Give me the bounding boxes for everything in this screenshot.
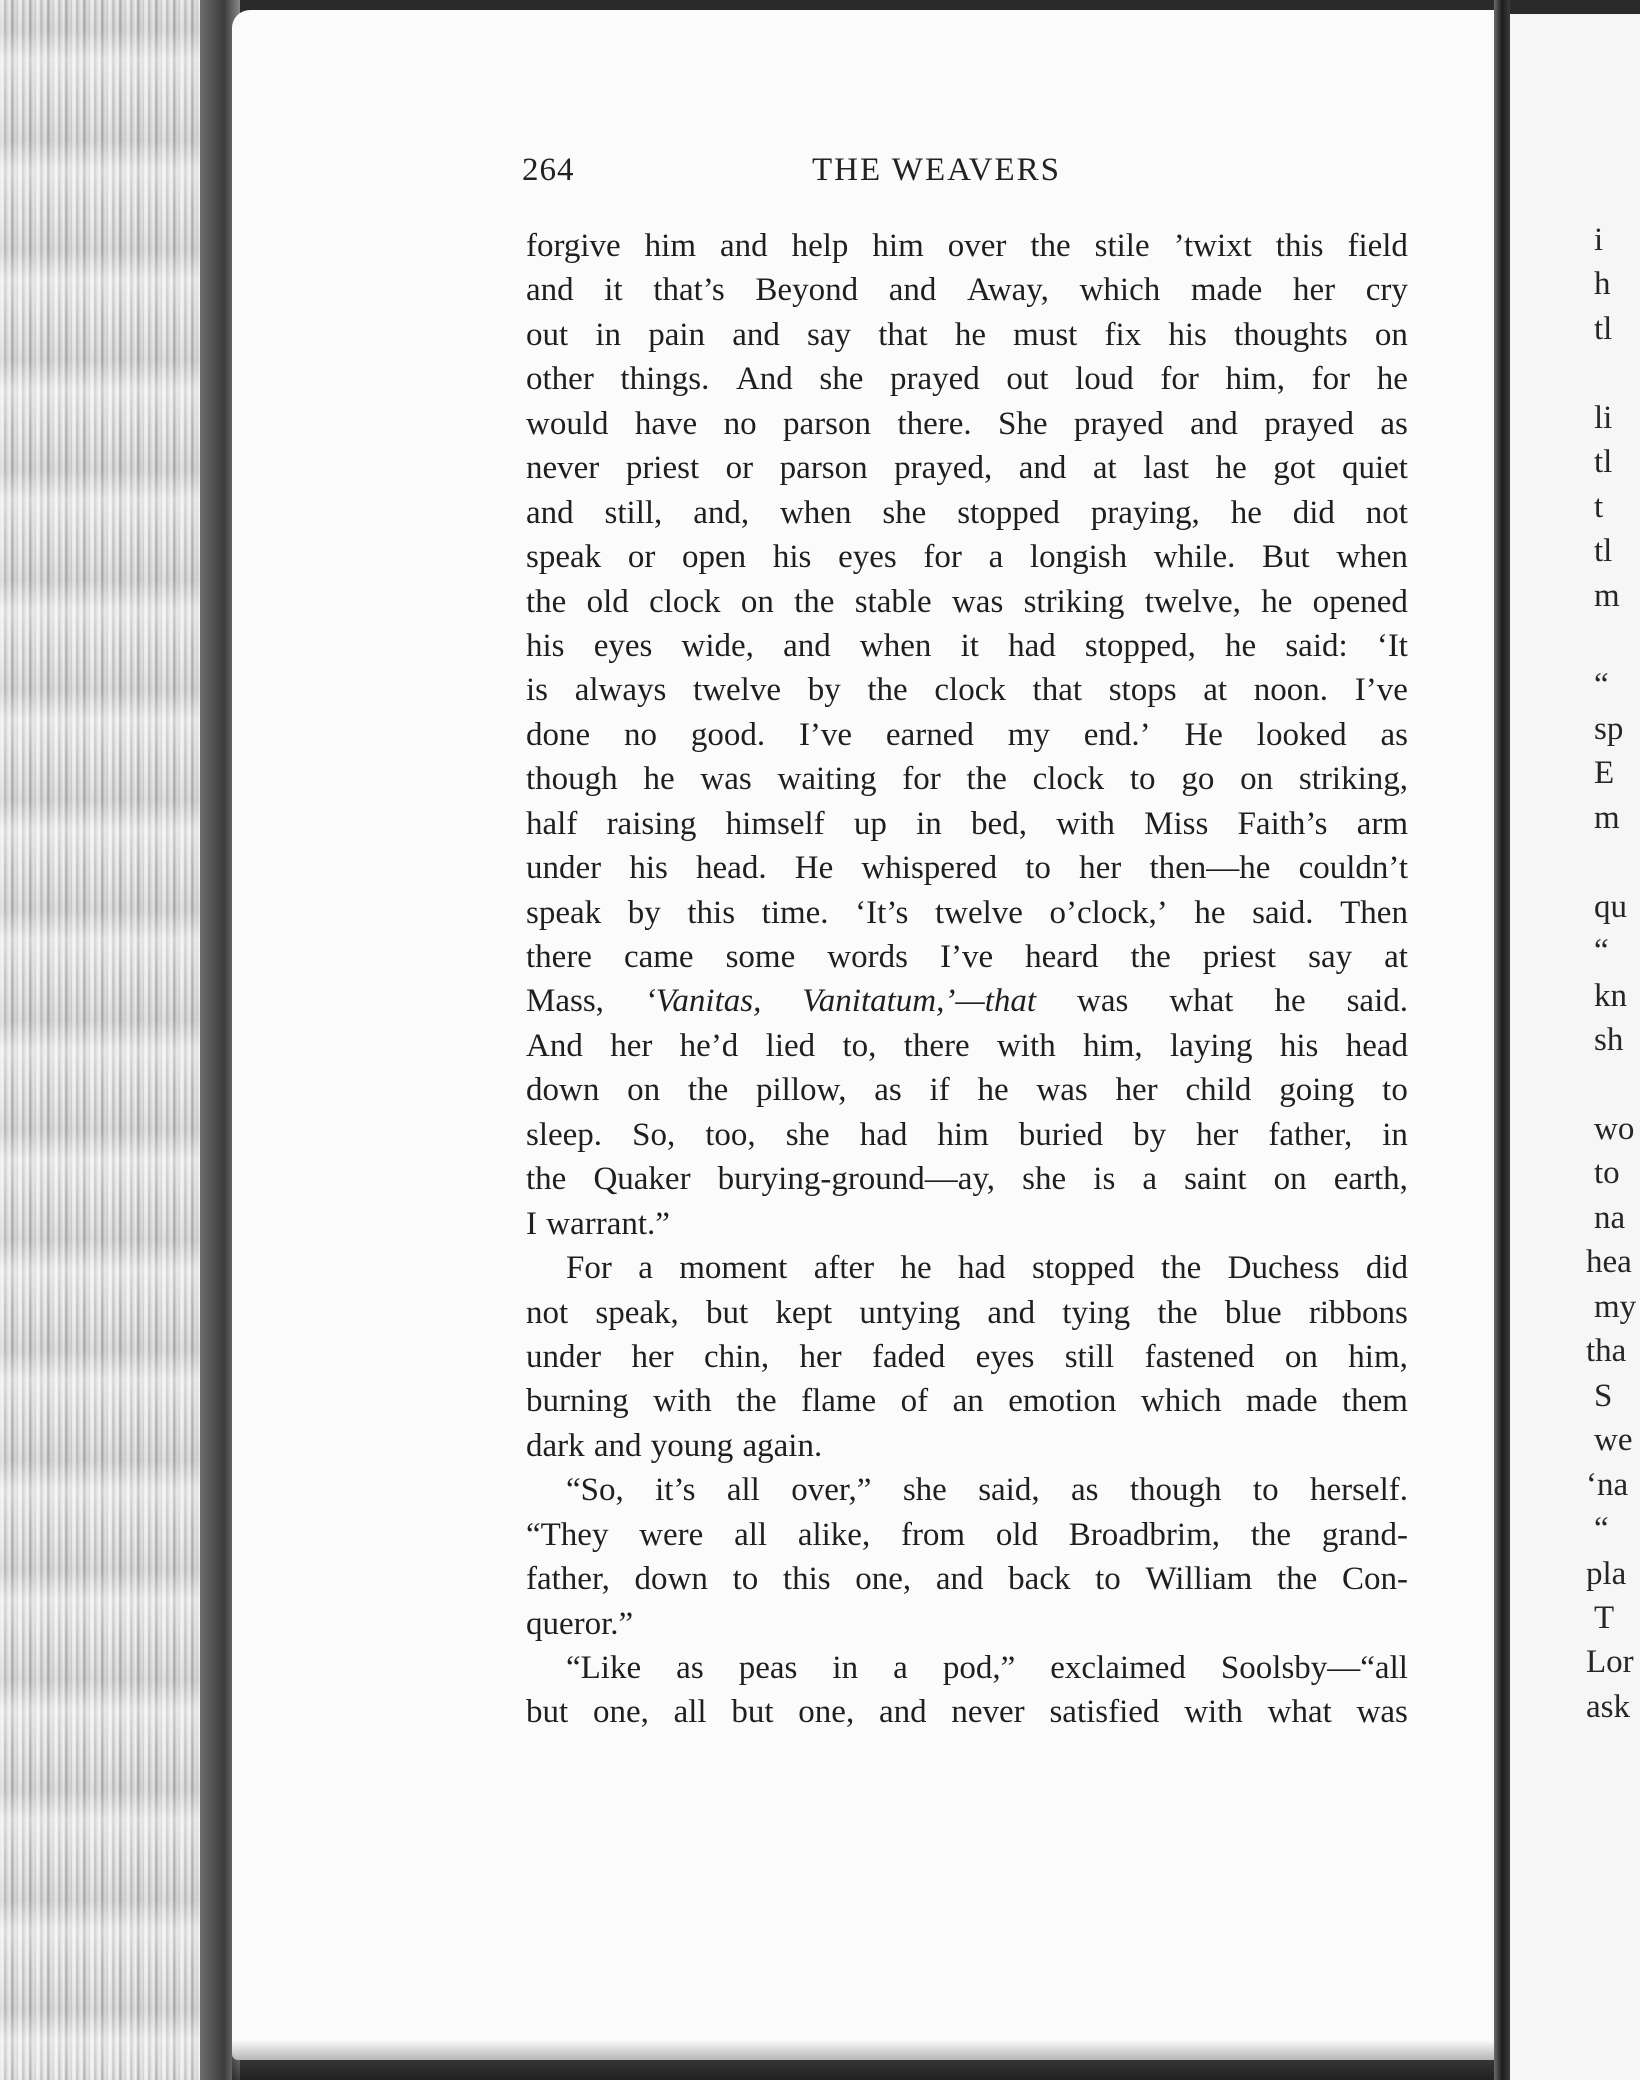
text-line: the old clock on the stable was striking twelve, he opened <box>526 583 1408 620</box>
text-line: would have no parson there. She prayed and prayed as <box>526 405 1408 442</box>
facing-page-fragment: E <box>1594 755 1615 792</box>
facing-page-fragment: na <box>1594 1199 1626 1236</box>
facing-page-fragment: hea <box>1586 1244 1632 1281</box>
text-line: is always twelve by the clock that stops at noon. I’ve <box>526 672 1408 709</box>
text-line: and it that’s Beyond and Away, which made her cry <box>526 272 1408 309</box>
text-line: sleep. So, too, she had him buried by her father, in <box>526 1116 1408 1153</box>
text-line: under her chin, her faded eyes still fastened on him, <box>526 1338 1408 1375</box>
facing-page-fragment: “ <box>1594 933 1609 970</box>
facing-page-fragment: t <box>1594 488 1604 525</box>
running-title: THE WEAVERS <box>812 152 1062 188</box>
text-line: there came some words I’ve heard the priest say at <box>526 939 1408 975</box>
facing-page-fragment: “ <box>1594 666 1609 703</box>
facing-page-fragment: kn <box>1594 977 1627 1014</box>
text-line: never priest or parson prayed, and at last he got quiet <box>526 450 1408 487</box>
text-line: queror.” <box>526 1605 634 1642</box>
text-line: other things. And she prayed out loud for him, for he <box>526 361 1408 398</box>
text-line: but one, all but one, and never satisfied with what was <box>526 1694 1408 1731</box>
book-gutter <box>1494 0 1510 2080</box>
text-line: speak or open his eyes for a longish while. But when <box>526 539 1408 576</box>
facing-page-fragment: tha <box>1586 1333 1627 1370</box>
running-head <box>522 152 1412 196</box>
facing-page-fragment: qu <box>1594 888 1627 925</box>
text-line: half raising himself up in bed, with Miss Faith’s arm <box>526 805 1408 842</box>
text-line: not speak, but kept untying and tying the blue ribbons <box>526 1294 1408 1331</box>
text-line: the Quaker burying-ground—ay, she is a saint on earth, <box>526 1161 1408 1198</box>
text-line: “They were all alike, from old Broadbrim, the grand- <box>526 1516 1408 1553</box>
text-line: And her he’d lied to, there with him, laying his head <box>526 1027 1408 1064</box>
facing-page-fragment: to <box>1594 1155 1620 1192</box>
text-line: I warrant.” <box>526 1205 670 1242</box>
facing-page-fragment: S <box>1594 1377 1613 1414</box>
facing-page-fragment: ‘na <box>1586 1466 1629 1503</box>
bottom-shadow <box>232 2040 1494 2080</box>
text-line: speak by this time. ‘It’s twelve o’clock,’ he said. Then <box>526 894 1408 931</box>
facing-page-fragment: ask <box>1586 1688 1630 1725</box>
text-line: father, down to this one, and back to William the Con- <box>526 1561 1408 1598</box>
facing-page-fragment: i <box>1594 222 1604 258</box>
facing-page-fragment: m <box>1594 577 1620 614</box>
facing-page-fragment: T <box>1594 1599 1615 1636</box>
facing-page-fragment: tl <box>1594 444 1613 481</box>
facing-page-fragment: li <box>1594 399 1613 436</box>
facing-page-fragment: sh <box>1594 1022 1624 1059</box>
facing-page-fragment: we <box>1594 1422 1633 1459</box>
text-line: out in pain and say that he must fix his thoughts on <box>526 316 1408 353</box>
text-line: dark and young again. <box>526 1427 823 1464</box>
facing-page-fragment: Lor <box>1586 1644 1634 1681</box>
text-line: and still, and, when she stopped praying, he did not <box>526 494 1408 531</box>
text-line: “So, it’s all over,” she said, as though to herself. <box>566 1472 1408 1509</box>
text-line: Mass, ‘Vanitas, Vanitatum,’—that was what he said. <box>526 983 1408 1020</box>
facing-page-fragment: sp <box>1594 710 1624 747</box>
text-line: under his head. He whispered to her then—he couldn’t <box>526 850 1408 887</box>
text-line: down on the pillow, as if he was her child going to <box>526 1072 1408 1109</box>
facing-page-fragment: wo <box>1594 1111 1635 1147</box>
facing-page-fragment: my <box>1594 1288 1637 1325</box>
text-line: done no good. I’ve earned my end.’ He looked as <box>526 716 1408 753</box>
text-body <box>526 224 1408 1735</box>
facing-page-fragment: m <box>1594 799 1620 836</box>
text-line: burning with the flame of an emotion which made them <box>526 1383 1408 1420</box>
page-number: 264 <box>522 152 575 188</box>
facing-page-fragment: tl <box>1594 310 1613 347</box>
facing-page-fragment: tl <box>1594 533 1613 570</box>
facing-page-fragment: pla <box>1586 1555 1627 1592</box>
facing-page-fragment: “ <box>1594 1511 1609 1548</box>
text-line: his eyes wide, and when it had stopped, he said: ‘It <box>526 627 1408 664</box>
text-line: For a moment after he had stopped the Duchess did <box>566 1250 1408 1287</box>
text-line: forgive him and help him over the stile ’twixt this field <box>526 228 1408 264</box>
facing-page <box>1510 14 1640 2080</box>
facing-page-fragment: h <box>1594 266 1611 303</box>
text-line: though he was waiting for the clock to go on striking, <box>526 761 1408 798</box>
text-line: “Like as peas in a pod,” exclaimed Soolsby—“all <box>566 1650 1408 1686</box>
